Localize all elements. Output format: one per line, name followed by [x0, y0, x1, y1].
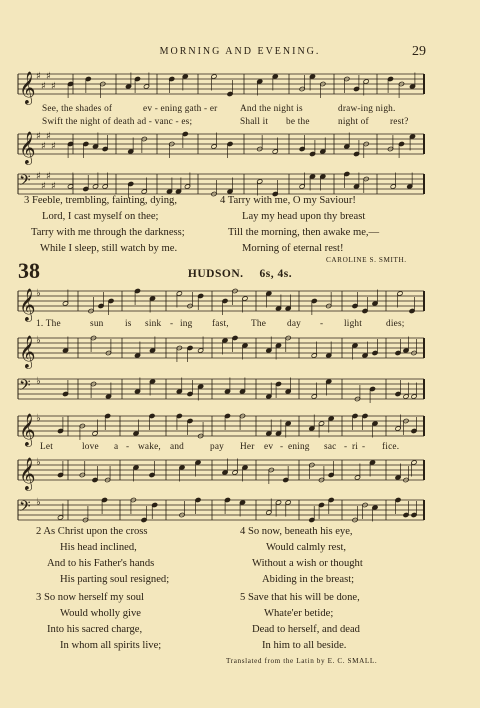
- lyric-b1-12: dies;: [386, 319, 405, 329]
- lyric-a1-3: And the night is: [240, 104, 303, 114]
- key-signature-icon: ♭: [36, 413, 41, 424]
- verse-line: 3 Feeble, trembling, fainting, dying,: [24, 195, 177, 206]
- key-signature-icon: ♯: [51, 181, 56, 192]
- key-signature-icon: ♯: [36, 71, 41, 82]
- lyric-b2-8: Her: [240, 442, 255, 452]
- lyric-b2-7: pay: [210, 442, 225, 452]
- verse-line: Till the morning, then awake me,—: [228, 227, 380, 238]
- lyric-a2-2: Shall it: [240, 117, 269, 127]
- lyric-b2-3: a: [114, 442, 119, 452]
- lyric-b1-6: ing: [180, 319, 193, 329]
- lyric-b2-13: -: [344, 442, 348, 452]
- bass-clef-icon: 𝄢: [19, 498, 31, 519]
- key-signature-icon: ♭: [36, 335, 41, 346]
- bass-clef-icon: 𝄢: [19, 377, 31, 398]
- staff-treble-b2: [14, 332, 424, 372]
- verse-line: While I sleep, still watch by me.: [40, 243, 178, 254]
- key-signature-icon: ♯: [36, 131, 41, 142]
- treble-clef-icon: 𝄞: [19, 335, 36, 368]
- hymn-meter: 6s, 4s.: [259, 268, 293, 280]
- treble-clef-icon: 𝄞: [19, 457, 36, 490]
- verse-line: Lay my head upon thy breast: [242, 211, 366, 222]
- lyric-a2-1: Swift the night of death ad - vanc - es;: [42, 117, 193, 127]
- bass-clef-icon: 𝄢: [19, 172, 31, 193]
- lyric-b1-9: day: [287, 319, 302, 329]
- lyric-a1-2: ev - ening gath - er: [143, 104, 218, 114]
- verse-line: 5 Save that his will be done,: [240, 592, 360, 603]
- verse-line: His parting soul resigned;: [60, 574, 170, 585]
- lyric-a1-1: See, the shades of: [42, 104, 113, 114]
- verse-line: Would calmly rest,: [266, 542, 347, 553]
- treble-clef-icon: 𝄞: [19, 288, 36, 321]
- staff-treble-b4: [14, 454, 424, 494]
- key-signature-icon: ♯: [51, 141, 56, 152]
- verse-line: Would wholly give: [60, 608, 141, 619]
- lyric-b2-15: -: [362, 442, 366, 452]
- verse-line: In him to all beside.: [262, 640, 347, 651]
- staff-treble-a2: [14, 128, 424, 168]
- treble-clef-icon: 𝄞: [19, 71, 36, 104]
- hymn-title: HUDSON.: [187, 268, 244, 280]
- verse-line: Into his sacred charge,: [47, 624, 143, 635]
- verse-line: Lord, I cast myself on thee;: [42, 211, 159, 222]
- lyric-b1-1: 1. The: [36, 319, 61, 329]
- verse-line: 4 So now, beneath his eye,: [240, 526, 353, 537]
- hymn-number: 38: [18, 258, 40, 283]
- lyric-b1-10: -: [320, 319, 324, 329]
- key-signature-icon: ♭: [36, 376, 41, 387]
- key-signature-icon: ♭: [36, 457, 41, 468]
- lyric-b2-9: ev: [264, 442, 274, 452]
- staff-bass-b1: [14, 373, 424, 413]
- key-signature-icon: ♯: [41, 81, 46, 92]
- key-signature-icon: ♯: [41, 181, 46, 192]
- lyric-b2-12: sac: [324, 442, 337, 452]
- lyric-a2-5: rest?: [390, 117, 409, 127]
- lyric-b2-2: love: [82, 442, 99, 452]
- verse-line: Whate'er betide;: [264, 608, 334, 619]
- hymn-b-translator: Translated from the Latin by E. C. SMALL.: [226, 657, 378, 665]
- lyric-b1-2: sun: [90, 319, 104, 329]
- treble-clef-icon: 𝄞: [19, 413, 36, 446]
- lyric-b1-5: -: [170, 319, 174, 329]
- staff-treble-a1: [14, 68, 424, 108]
- key-signature-icon: ♯: [46, 171, 51, 182]
- lyric-b2-16: fice.: [382, 442, 400, 452]
- verse-line: Abiding in the breast;: [262, 574, 355, 585]
- key-signature-icon: ♯: [46, 71, 51, 82]
- verse-line: 2 As Christ upon the cross: [36, 526, 148, 537]
- lyric-b2-14: ri: [352, 442, 359, 452]
- lyric-b1-7: fast,: [212, 319, 229, 329]
- page-header: [0, 46, 480, 60]
- verse-line: Without a wish or thought: [252, 558, 363, 569]
- lyric-a1-4: draw-ing nigh.: [338, 104, 396, 114]
- key-signature-icon: ♯: [36, 171, 41, 182]
- verse-line: Tarry with me through the darkness;: [31, 227, 185, 238]
- lyric-b1-4: sink: [145, 319, 162, 329]
- lyric-b1-3: is: [125, 319, 132, 329]
- lyric-a2-4: night of: [338, 117, 369, 127]
- lyric-b1-8: The: [251, 319, 267, 329]
- lyric-b2-11: ening: [288, 442, 310, 452]
- hymn-title-line: [0, 264, 480, 282]
- verse-line: Morning of eternal rest!: [242, 243, 344, 254]
- lyric-b2-5: wake,: [138, 442, 161, 452]
- page-number: 29: [412, 44, 426, 59]
- running-head: MORNING AND EVENING.: [159, 46, 321, 57]
- lyric-b1-11: light: [344, 319, 363, 329]
- verse-line: And to his Father's hands: [47, 558, 155, 569]
- verse-line: 4 Tarry with me, O my Saviour!: [220, 195, 356, 206]
- lyric-b2-10: -: [280, 442, 284, 452]
- hymn-a-author: CAROLINE S. SMITH.: [326, 256, 407, 264]
- key-signature-icon: ♯: [46, 131, 51, 142]
- lyric-b2-6: and: [170, 442, 185, 452]
- lyric-b2-4: -: [126, 442, 130, 452]
- verse-line: Dead to herself, and dead: [252, 624, 360, 635]
- verse-line: In whom all spirits live;: [60, 640, 162, 651]
- key-signature-icon: ♯: [41, 141, 46, 152]
- lyric-b2-1: Let: [40, 442, 53, 452]
- verse-line: His head inclined,: [60, 542, 137, 553]
- lyric-a2-3: be the: [286, 117, 310, 127]
- key-signature-icon: ♯: [51, 81, 56, 92]
- key-signature-icon: ♭: [36, 497, 41, 508]
- treble-clef-icon: 𝄞: [19, 131, 36, 164]
- key-signature-icon: ♭: [36, 288, 41, 299]
- verse-line: 3 So now herself my soul: [36, 592, 144, 603]
